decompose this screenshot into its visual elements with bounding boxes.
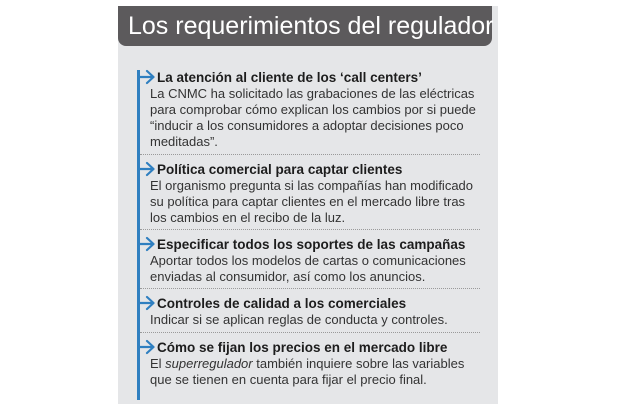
item-title: La atención al cliente de los ‘call centers’ [157, 69, 422, 85]
item-body [150, 178, 478, 226]
list-item-controles-calidad [138, 294, 478, 328]
item-line: El organismo pregunta si las compañías han modificado [150, 178, 474, 193]
arrow-right-icon [138, 69, 156, 85]
arrow-right-icon [138, 161, 156, 177]
item-body [150, 86, 478, 150]
item-line-prefix: El [150, 356, 166, 371]
item-body [150, 253, 478, 285]
arrow-right-icon [138, 339, 156, 355]
item-title: Especificar todos los soportes de las campañas [157, 236, 466, 252]
divider [140, 154, 480, 155]
infographic-title: Los requerimientos del regulador [118, 6, 492, 46]
item-title: Controles de calidad a los comerciales [157, 295, 407, 311]
divider [140, 229, 480, 230]
item-title: Cómo se fijan los precios en el mercado libre [157, 339, 448, 355]
item-line: “inducir a los consumidores a adoptar decisiones poco [150, 118, 464, 133]
item-line: que se tienen en cuenta para fijar el precio final. [150, 372, 427, 387]
item-line [150, 356, 478, 372]
item-line: Indicar si se aplican reglas de conducta y controles. [150, 312, 448, 327]
item-line: La CNMC ha solicitado las grabaciones de las eléctricas [150, 86, 475, 101]
list-item-soportes-campanas [138, 235, 478, 285]
list-item-call-centers [138, 68, 478, 150]
item-line: enviadas al consumidor, así como los anuncios. [150, 269, 426, 284]
item-body [150, 356, 478, 388]
list-item-politica-comercial [138, 160, 478, 226]
item-line: su política para captar clientes en el mercado libre tras [150, 194, 466, 209]
list-item-precios-mercado [138, 338, 478, 388]
divider [140, 332, 480, 333]
item-title: Política comercial para captar clientes [157, 161, 403, 177]
item-line: para comprobar cómo explican los cambios por si puede [150, 102, 476, 117]
item-line: Aportar todos los modelos de cartas o comunicaciones [150, 253, 466, 268]
arrow-right-icon [138, 295, 156, 311]
item-line: los cambios en el recibo de la luz. [150, 210, 346, 225]
item-line: meditadas”. [150, 134, 218, 149]
divider [140, 288, 480, 289]
item-line-italic: superregulador [165, 356, 253, 371]
item-line-suffix: también inquiere sobre las variables [252, 356, 465, 371]
arrow-right-icon [138, 236, 156, 252]
item-body [150, 312, 478, 328]
